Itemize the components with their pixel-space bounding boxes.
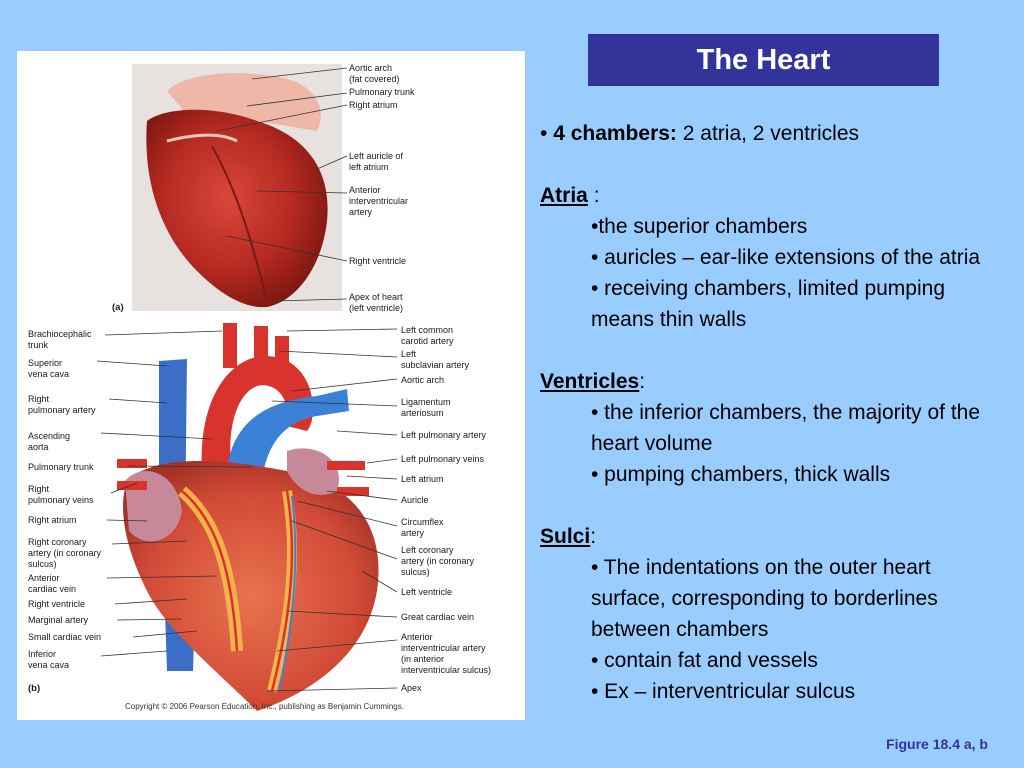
label: Anterior (401, 632, 433, 642)
label: Anterior (349, 185, 381, 195)
label: Left pulmonary veins (401, 454, 485, 464)
chambers-text: 2 atria, 2 ventricles (676, 122, 860, 145)
label: Left auricle of (349, 151, 404, 161)
label: interventricular artery (401, 643, 486, 653)
label: artery (401, 528, 425, 538)
label: Circumflex (401, 517, 444, 527)
label: (in anterior (401, 654, 445, 664)
label: Right (28, 484, 50, 494)
bullet: • (540, 122, 554, 145)
label: (left ventricle) (349, 303, 404, 313)
sulci-suffix: : (590, 525, 597, 548)
label: Right (28, 394, 50, 404)
label: artery (in coronary (401, 556, 475, 566)
label: artery (in coronary (28, 548, 102, 558)
ventricles-title: Ventricles (540, 370, 640, 393)
atria-heading (540, 180, 1010, 211)
label: Auricle (401, 495, 429, 505)
label: cardiac vein (28, 584, 77, 594)
label: Brachiocephalic (28, 329, 92, 339)
label: Inferior (28, 649, 57, 659)
label: sulcus) (28, 559, 57, 569)
panel-b-right-labels (401, 325, 491, 693)
label: pulmonary veins (28, 495, 94, 505)
label: carotid artery (401, 336, 454, 346)
label: Apex (401, 683, 422, 693)
ventricles-heading (540, 366, 1010, 397)
label: Small cardiac vein (28, 632, 102, 642)
label: (fat covered) (349, 74, 400, 84)
label: Apex of heart (349, 292, 403, 302)
label: subclavian artery (401, 360, 470, 370)
chambers-label: 4 chambers: (553, 122, 677, 145)
label: interventricular sulcus) (401, 665, 492, 675)
chambers-line (540, 118, 1010, 149)
label: Right ventricle (28, 599, 86, 609)
label: Left coronary (401, 545, 454, 555)
label: Aortic arch (349, 63, 393, 73)
label: left atrium (349, 162, 389, 172)
label: vena cava (28, 660, 70, 670)
label: aorta (28, 442, 49, 452)
copyright-text: Copyright © 2006 Pearson Education, Inc., publishing as Benjamin Cummings. (125, 702, 404, 711)
label: pulmonary artery (28, 405, 96, 415)
label: sulcus) (401, 567, 430, 577)
heart-diagram (17, 51, 525, 720)
label: Pulmonary trunk (28, 462, 94, 472)
label: Left ventricle (401, 587, 453, 597)
list-item: • pumping chambers, thick walls (591, 463, 891, 486)
list-item: • Ex – interventricular sulcus (591, 680, 856, 703)
list-item: • receiving chambers, limited pumping means thin walls (591, 277, 946, 331)
list-item: • the inferior chambers, the majority of the heart volume (591, 401, 981, 455)
figure-reference: Figure 18.4 a, b (886, 736, 988, 752)
list-item: •the superior chambers (591, 215, 808, 238)
label: Great cardiac vein (401, 612, 475, 622)
label: Right atrium (349, 100, 398, 110)
list-item: • contain fat and vessels (591, 649, 818, 672)
sulci-heading (540, 521, 1010, 552)
panel-b-left-labels (28, 329, 102, 694)
heart-figure (17, 51, 525, 720)
label: Aortic arch (401, 375, 445, 385)
list-item: • The indentations on the outer heart surface, corresponding to borderlines between chambers (591, 556, 938, 641)
sulci-title: Sulci (540, 525, 591, 548)
label: vena cava (28, 369, 70, 379)
label: Right atrium (28, 515, 77, 525)
label: Left pulmonary artery (401, 430, 487, 440)
label: arteriosum (401, 408, 444, 418)
label: Ligamentum (401, 397, 451, 407)
label: artery (349, 207, 373, 217)
illustrated-heart (117, 323, 379, 711)
label: Pulmonary trunk (349, 87, 415, 97)
list-item: • auricles – ear-like extensions of the atria (591, 246, 981, 269)
photo-heart (132, 64, 342, 311)
atria-suffix: : (587, 184, 600, 207)
atria-title: Atria (540, 184, 588, 207)
label: Marginal artery (28, 615, 89, 625)
label: trunk (28, 340, 49, 350)
label: interventricular (349, 196, 409, 206)
label: Superior (28, 358, 63, 368)
ventricles-suffix: : (639, 370, 646, 393)
label: Left atrium (401, 474, 444, 484)
label: Anterior (28, 573, 60, 583)
slide-body (540, 118, 1010, 707)
label: Right ventricle (349, 256, 407, 266)
label: Right coronary (28, 537, 87, 547)
panel-a-tag: (a) (112, 302, 124, 313)
label: Left (401, 349, 417, 359)
slide-title: The Heart (588, 34, 939, 86)
panel-b-tag: (b) (28, 683, 41, 694)
label: Left common (401, 325, 454, 335)
label: Ascending (28, 431, 71, 441)
